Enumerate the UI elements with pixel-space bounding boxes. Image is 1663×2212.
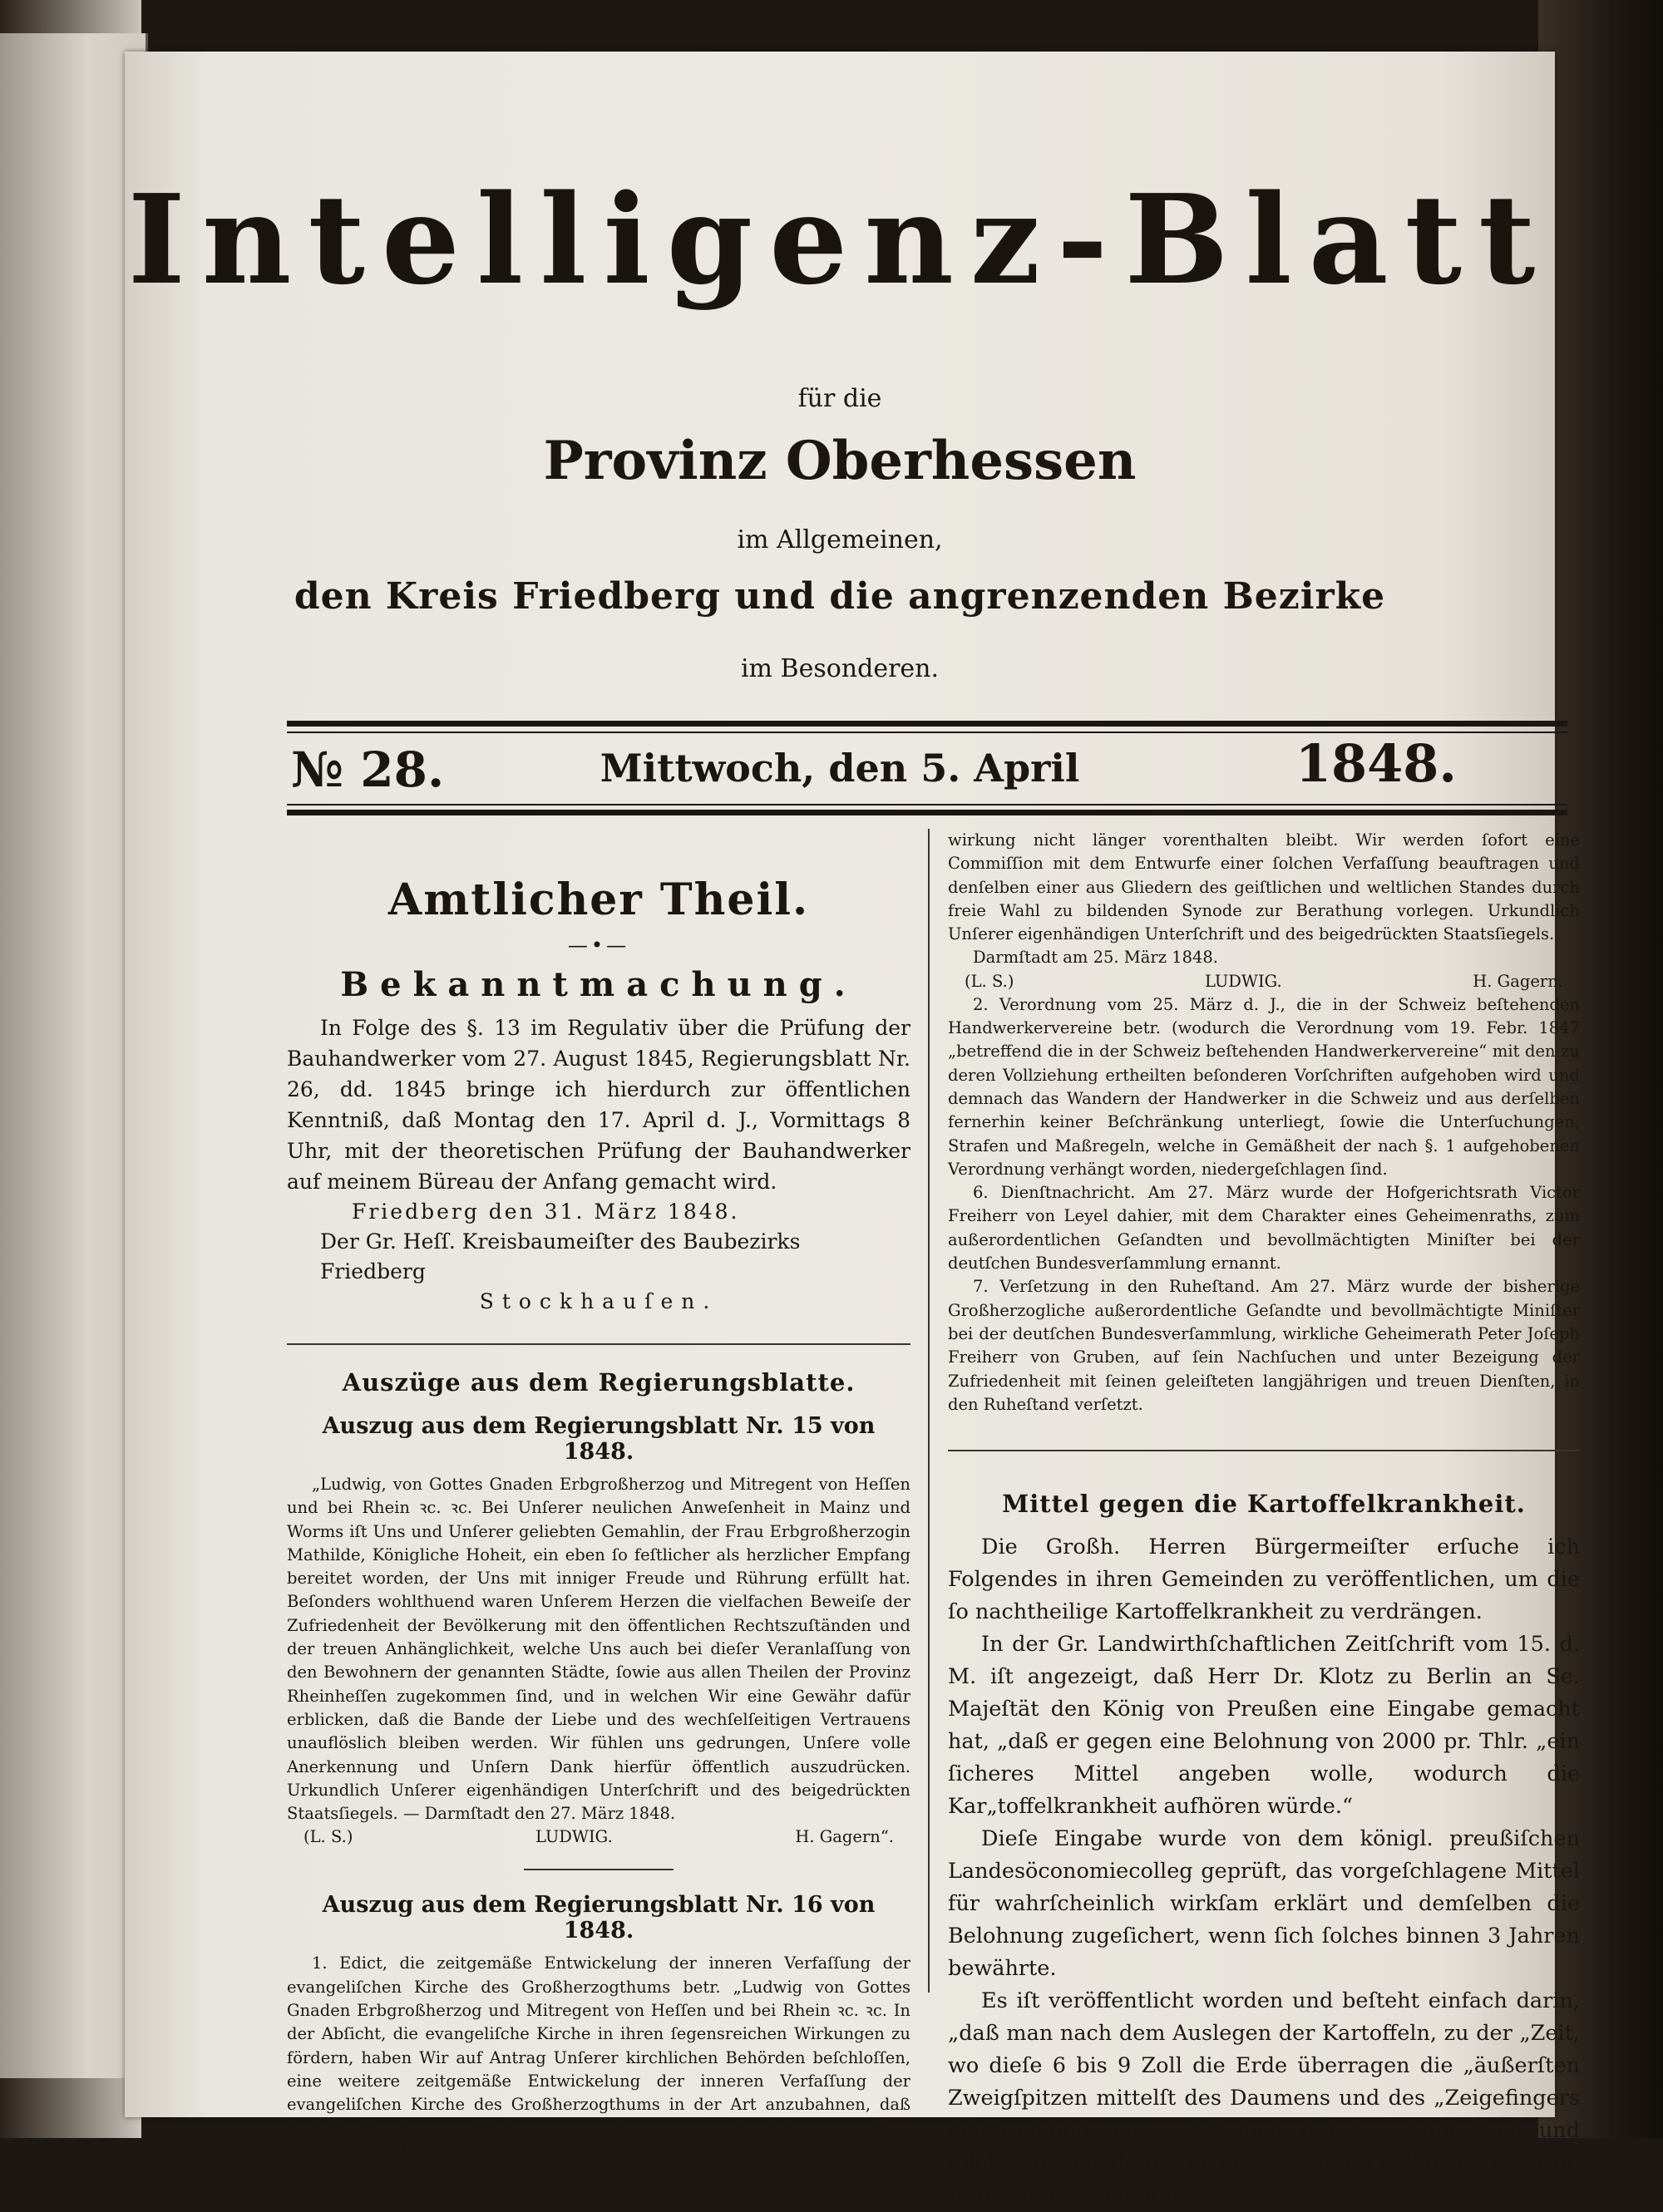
section-title-amtlicher-theil: Amtlicher Theil. — [387, 874, 810, 925]
auszug-nr15-text: „Ludwig, von Gottes Gnaden Erbgroßherzog und Mitregent von Heſſen und bei Rhein ꝛc. ꝛc. Bei Unſerer neulichen Anweſenheit in Mainz und Worms iſt Uns und Unſerer geliebten Gemahlin, der Frau Erbgroßherzogin Mathilde, Königliche Hoheit, ein eben ſo feſtlicher als herzlicher Empfang bereitet worden, der Uns mit inniger Freude und Rührung erfüllt hat. Beſonders wohlthuend waren Unſerem Herzen die vielfachen Beweiſe der Zufriedenheit der Bevölkerung mit den öffentlichen Rechtszuſtänden und der treuen Anhänglichkeit, welche Uns auch bei dieſer Veranlaſſung von den Bewohnern der genannten Städte, ſowie aus allen Theilen der Provinz Rheinheſſen zugekommen ſind, und in welchen Wir eine Gewähr dafür erblicken, daß die Bande der Liebe und des wechſelſeitigen Vertrauens unauflöslich bleiben werden. Wir fühlen uns gedrungen, Unſere volle Anerkennung und Unſern Dank hierfür öffentlich auszudrücken. Urkundlich Unſerer eigenhändigen Unterſchrift und des beigedrückten Staatsſiegels. — Darmſtadt den 27. März 1848. — [287, 1475, 910, 1824]
issue-number: № 28. — [291, 741, 445, 798]
masthead-kreis: den Kreis Friedberg und die angrenzenden Bezirke — [294, 575, 1386, 618]
kartoffel-heading: Mittel gegen die Kartoffelkrankheit. — [1002, 1490, 1526, 1519]
auszug-nr15-heading: Auszug aus dem Regierungsblatt Nr. 15 von 1848. — [322, 1413, 876, 1465]
auszug-nr16-heading: Auszug aus dem Regierungsblatt Nr. 16 von 1848. — [322, 1892, 876, 1944]
bekanntmachung-signer-title: Der Gr. Heſſ. Kreisbaumeiſter des Baubezirks Friedberg — [320, 1229, 801, 1283]
masthead-provinz: Provinz Oberhessen — [543, 430, 1137, 492]
header-rule-thick-top — [287, 721, 1567, 727]
section-rule — [287, 1343, 910, 1345]
masthead-title: Intelligenz-Blatt — [127, 167, 1552, 312]
masthead-fuer-die: für die — [797, 384, 882, 413]
item-6-dienstnachricht: 6. Dienſtnachricht. Am 27. März wurde der Hofgerichtsrath Victor Freiherr von Leyel dahier, mit dem Charakter eines Geheimenraths, zum außerordentlichen Geſandten und bevollmächtigten Miniſter bei der deutſchen Bundesverſammlung ernannt. — [948, 1183, 1580, 1274]
edict-signature — [948, 970, 1580, 993]
bekanntmachung-place-date: Friedberg den 31. März 1848. — [352, 1200, 740, 1224]
newspaper-page — [125, 52, 1580, 2209]
auszug-nr15-signature — [287, 1825, 910, 1849]
column-divider — [928, 829, 930, 1993]
edict-continuation: wirkung nicht länger vorenthalten bleibt. Wir werden ſofort eine Commiſſion mit dem Entwurfe einer ſolchen Verfaſſung beauftragen und denſelben einer aus Gliedern des geiſtlichen und weltlichen Standes durch freie Wahl zu bildenden Synode zur Berathung vorlegen. Urkundlich Unſerer eigenhändigen Unterſchrift und des beigedrückten Staatsſiegels. — [948, 830, 1580, 944]
issue-year: 1848. — [1295, 733, 1457, 794]
bekanntmachung-text: In Folge des §. 13 im Regulativ über die Prüfung der Bauhandwerker vom 27. August 1845, Regierungsblatt Nr. 26, dd. 1845 bringe ich hierdurch zur öffentlichen Kenntniß, daß Montag den 17. April d. J., Vormittags 8 Uhr, mit der theoretischen Prüfung der Bauhandwerker auf meinem Büreau der Anfang gemacht wird. — [287, 1016, 910, 1194]
ornament-divider: —•— — [567, 934, 630, 957]
signer-gagern: H. Gagern. — [1473, 971, 1563, 991]
seal-label: (L. S.) — [965, 971, 1014, 991]
signer-ludwig: LUDWIG. — [535, 1827, 613, 1847]
masthead-allgemeinen: im Allgemeinen, — [737, 525, 943, 554]
section-rule — [948, 1450, 1580, 1451]
edict-date: Darmſtadt am 25. März 1848. — [973, 948, 1219, 968]
signer-ludwig: LUDWIG. — [1204, 971, 1282, 991]
bekanntmachung-heading: Bekanntmachung. — [340, 965, 857, 1004]
masthead-besonderen: im Besonderen. — [740, 654, 940, 683]
item-2-verordnung: 2. Verordnung vom 25. März d. J., die in der Schweiz beſtehenden Handwerkervereine betr. (wodurch die Verordnung vom 19. Febr. 1847 „betreffend die in der Schweiz beſtehenden Handwerkervereine“ mit den zu deren Vollziehung ertheilten beſonderen Vorſchriften aufgehoben wird und demnach das Wandern der Handwerker in die Schweiz und aus derſelben fernerhin keiner Beſchränkung unterliegt, ſowie die Unterſuchungen, Strafen und Maßregeln, welche in Gemäßheit der nach §. 1 aufgehobenen Verordnung verhängt worden, niedergeſchlagen ſind. — [948, 994, 1580, 1179]
issue-date: Mittwoch, den 5. April — [600, 746, 1080, 791]
auszug-nr16-text: 1. Edict, die zeitgemäße Entwickelung der inneren Verfaſſung der evangeliſchen Kirche des Großherzogthums betr. „Ludwig von Gottes Gnaden Erbgroßherzog und Mitregent von Heſſen und bei Rhein ꝛc. ꝛc. In der Abſicht, die evangeliſche Kirche in ihren ſegensreichen Wirkungen zu fördern, haben Wir auf Antrag Unſerer kirchlichen Behörden beſchloſſen, eine weitere zeitgemäße Entwickelung der inneren Verfaſſung der evangeliſchen Kirche des Großherzogthums in der Art anzubahnen, daß namentlich den Gliedern des nichtgeiſtlichen Standes die ihnen gebührende Mit- — [287, 1953, 910, 2161]
header-rule-thin-bottom — [287, 804, 1567, 805]
header-rule-thick-bottom — [287, 810, 1567, 815]
seal-label: (L. S.) — [303, 1827, 353, 1847]
kartoffel-p2: In der Gr. Landwirthſchaftlichen Zeitſchrift vom 15. d. M. iſt angezeigt, daß Herr Dr. Klotz zu Berlin an Se. Majeſtät den König von Preußen eine Eingabe gemacht hat, „daß er gegen eine Belohnung von 2000 pr. Thlr. „ein ſicheres Mittel angeben wolle, wodurch die Kar„toffelkrankheit aufhören würde.“ — [948, 1632, 1580, 1820]
short-rule — [524, 1869, 674, 1870]
left-column — [287, 829, 910, 2164]
kartoffel-p1: Die Großh. Herren Bürgermeiſter erſuche ich Folgendes in ihren Gemeinden zu veröffentlichen, um die ſo nachtheilige Kartoffelkrankheit zu verdrängen. — [948, 1535, 1580, 1625]
kartoffel-p4: Es iſt veröffentlicht worden und beſteht einfach darin, „daß man nach dem Auslegen der Kartoffeln, zu der „Zeit, wo dieſe 6 bis 9 Zoll die Erde überragen die „äußerſten Zweigſpitzen mittelſt des Daumens und des „Zeigefingers einen halben Zoll — aber nicht tiefer — „abbrechen, und ſolches nochmals ſpäter in der „oder 11. Woche, etwa im Juni, wiederholen ſolle. — [948, 1988, 1580, 2209]
signer-gagern: H. Gagern“. — [795, 1827, 894, 1847]
auszuege-heading: Auszüge aus dem Regierungsblatte. — [342, 1368, 856, 1397]
kartoffel-p3: Dieſe Eingabe wurde von dem königl. preußiſchen Landesöconomiecolleg geprüft, das vorgeſchlagene Mittel für wahrſcheinlich wirkſam erklärt und demſelben die Belohnung zugeſichert, wenn ſich ſolches binnen 3 Jahren bewährte. — [948, 1826, 1580, 1982]
item-7-ruhestand: 7. Verſetzung in den Ruheſtand. Am 27. März wurde der bisherige Großherzogliche außerordentliche Geſandte und bevollmächtigte Miniſter bei der deutſchen Bundesverſammlung, wirkliche Geheimerath Peter Joſeph Freiherr von Gruben, auf ſein Nachſuchen und unter Bezeigung der Zufriedenheit mit ſeinen geleiſteten langjährigen und treuen Dienſten, in den Ruheſtand verſetzt. — [948, 1277, 1580, 1414]
bekanntmachung-signer-name: Stockhauſen. — [479, 1289, 718, 1313]
right-column — [948, 829, 1580, 2212]
